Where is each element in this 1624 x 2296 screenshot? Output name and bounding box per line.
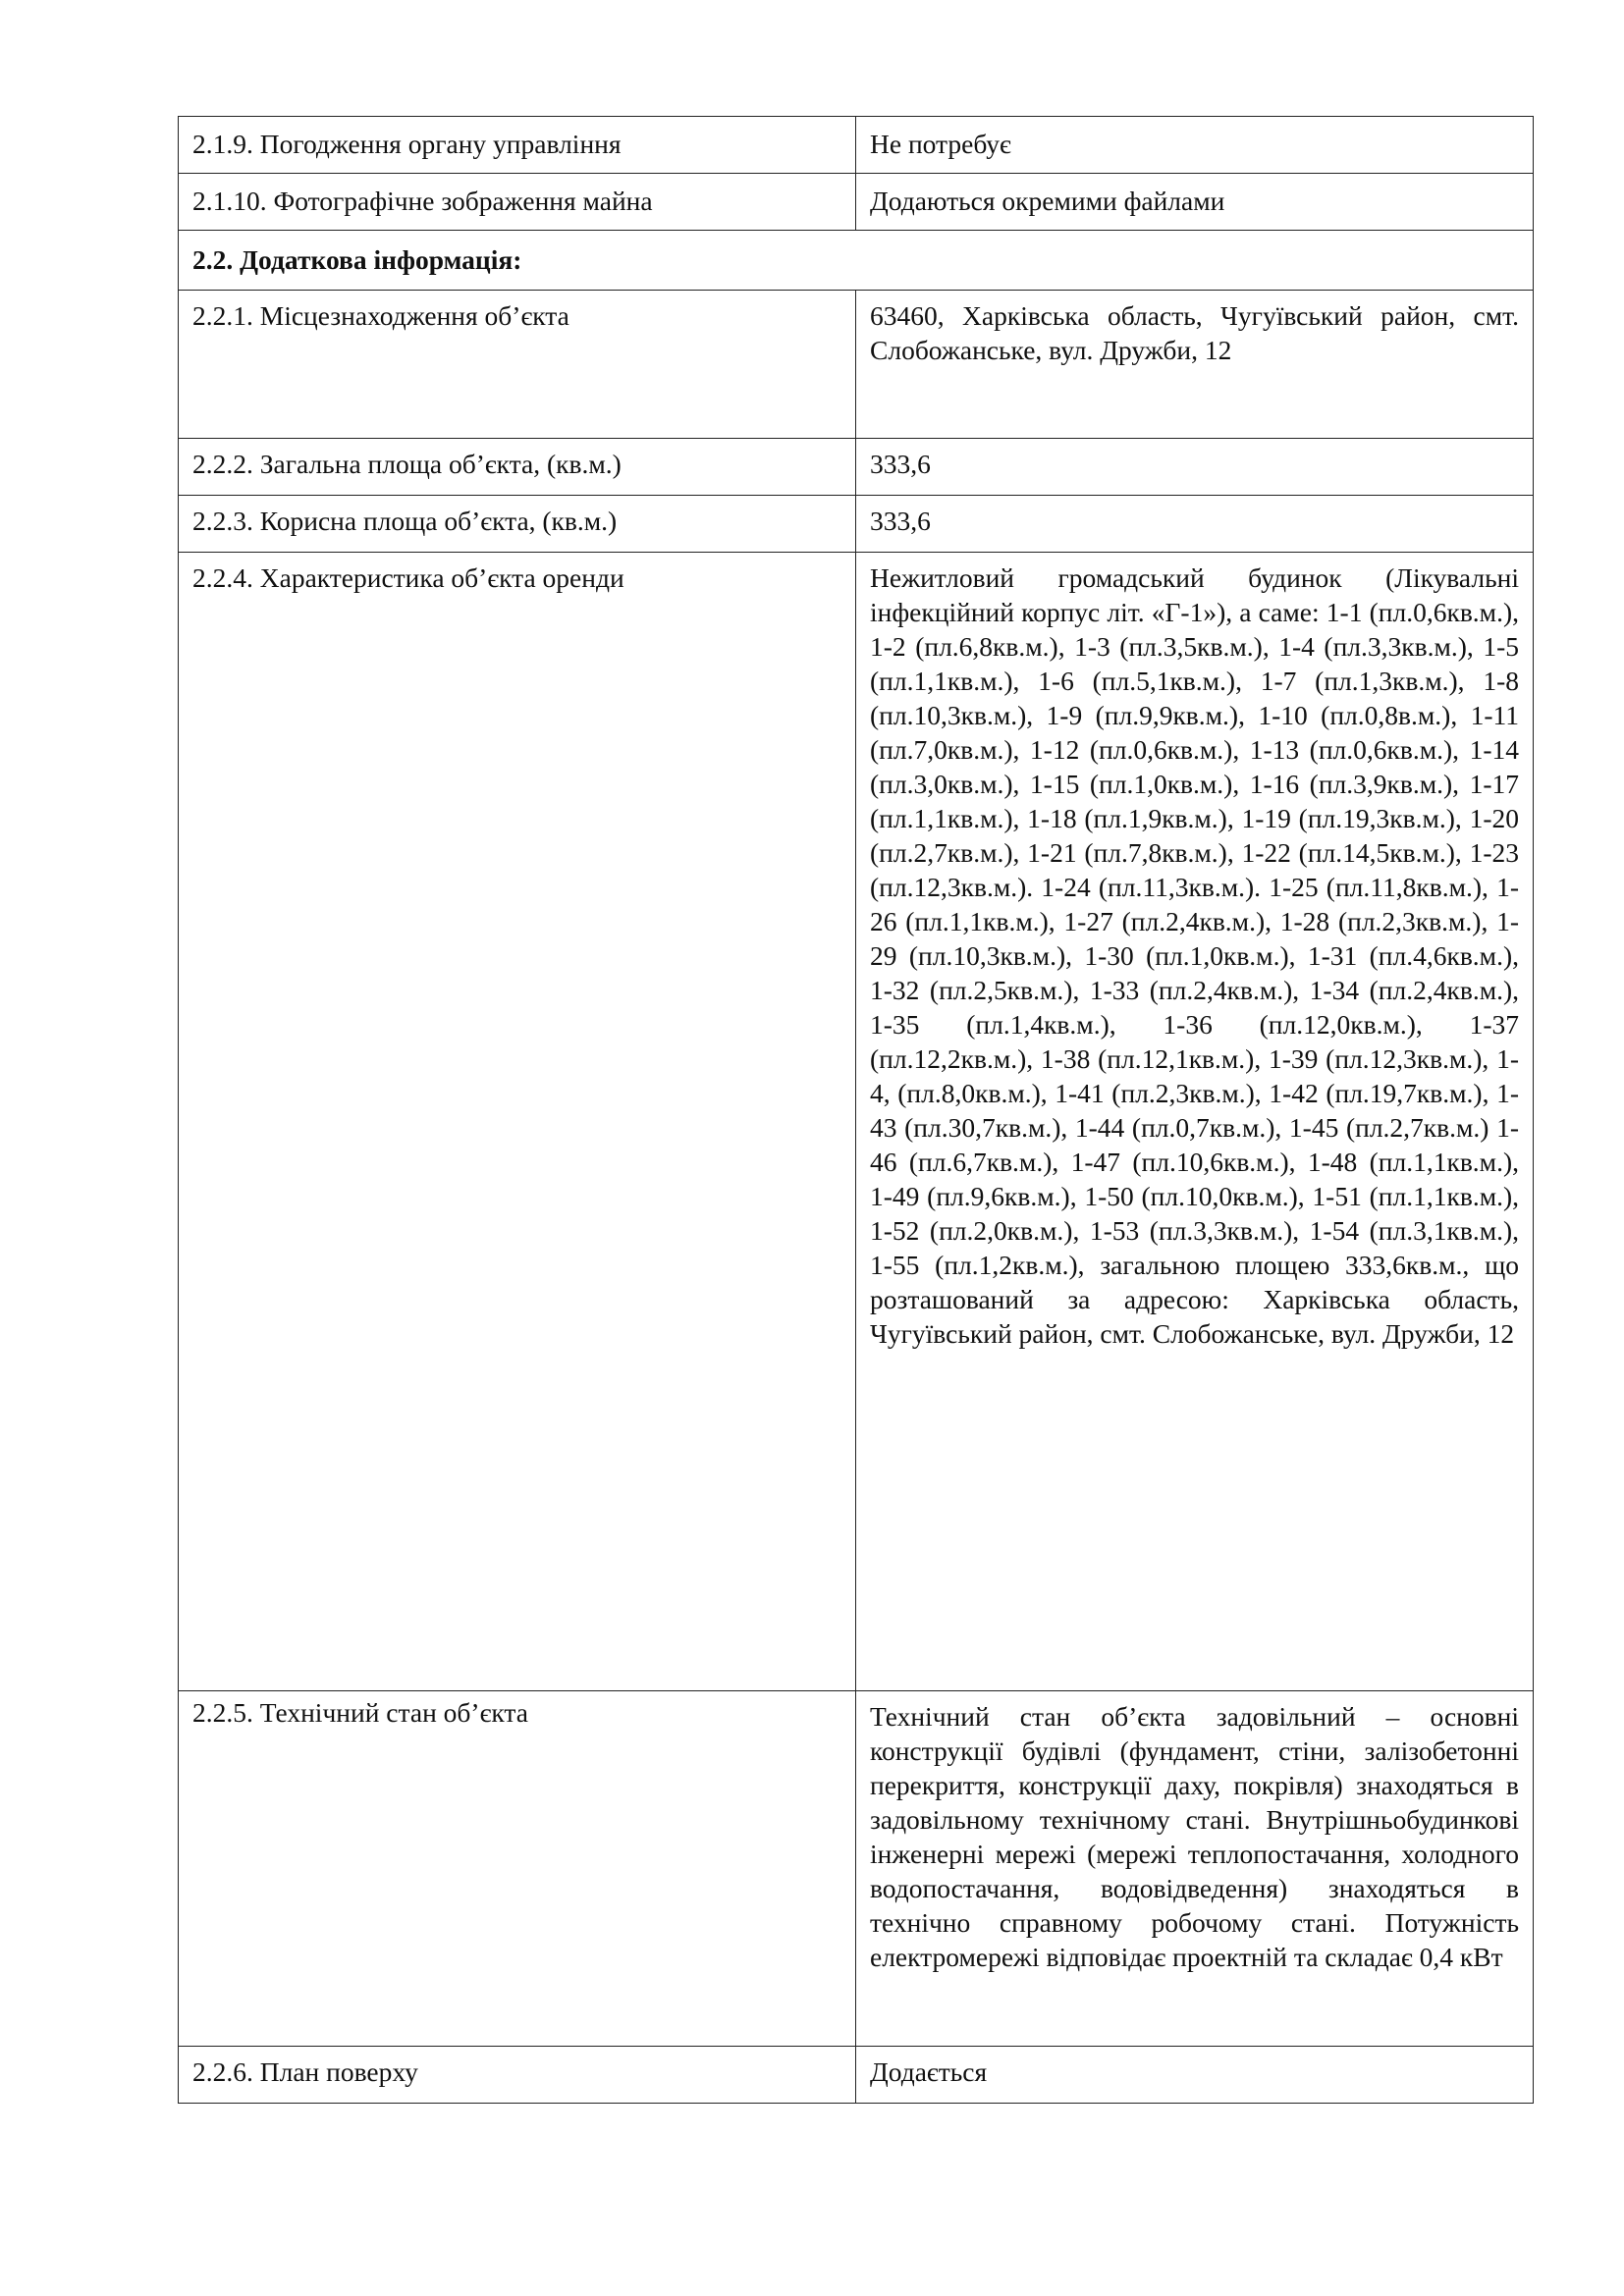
- row-label-location: 2.2.1. Місцезнаходження об’єкта: [179, 291, 856, 439]
- table-row: [179, 291, 1534, 439]
- table-row: [179, 553, 1534, 1691]
- row-value-approval: Не потребує: [856, 117, 1534, 174]
- row-value-total-area: 333,6: [856, 439, 1534, 496]
- table-row: [179, 2047, 1534, 2104]
- row-label-floor-plan: 2.2.6. План поверху: [179, 2047, 856, 2104]
- table-row: [179, 439, 1534, 496]
- section-header: 2.2. Додаткова інформація:: [179, 231, 1534, 291]
- table-row: [179, 174, 1534, 231]
- row-value-technical-state: Технічний стан об’єкта задовільний – основні конструкції будівлі (фундамент, стіни, залізобетонні перекриття, конструкції даху, покрівля) знаходяться в задовільному технічному стані. Внутрішньобудинкові інженерні мережі (мережі теплопостачання, холодного водопостачання, водовідведення) знаходяться в технічно справному робочому стані. Потужність електромережі відповідає проектній та складає 0,4 кВт: [856, 1691, 1534, 2047]
- property-info-table: [178, 116, 1534, 2104]
- table-row: [179, 1691, 1534, 2047]
- row-value-floor-plan: Додається: [856, 2047, 1534, 2104]
- row-value-location: 63460, Харківська область, Чугуївський район, смт. Слобожанське, вул. Дружби, 12: [856, 291, 1534, 439]
- row-value-characteristics: Нежитловий громадський будинок (Лікувальні інфекційний корпус літ. «Г-1»), а саме: 1-1 (пл.0,6кв.м.), 1-2 (пл.6,8кв.м.), 1-3 (пл.3,5кв.м.), 1-4 (пл.3,3кв.м.), 1-5 (пл.1,1кв.м.), 1-6 (пл.5,1кв.м.), 1-7 (пл.1,3кв.м.), 1-8 (пл.10,3кв.м.), 1-9 (пл.9,9кв.м.), 1-10 (пл.0,8в.м.), 1-11 (пл.7,0кв.м.), 1-12 (пл.0,6кв.м.), 1-13 (пл.0,6кв.м.), 1-14 (пл.3,0кв.м.), 1-15 (пл.1,0кв.м.), 1-16 (пл.3,9кв.м.), 1-17 (пл.1,1кв.м.), 1-18 (пл.1,9кв.м.), 1-19 (пл.19,3кв.м.), 1-20 (пл.2,7кв.м.), 1-21 (пл.7,8кв.м.), 1-22 (пл.14,5кв.м.), 1-23 (пл.12,3кв.м.). 1-24 (пл.11,3кв.м.). 1-25 (пл.11,8кв.м.), 1-26 (пл.1,1кв.м.), 1-27 (пл.2,4кв.м.), 1-28 (пл.2,3кв.м.), 1-29 (пл.10,3кв.м.), 1-30 (пл.1,0кв.м.), 1-31 (пл.4,6кв.м.), 1-32 (пл.2,5кв.м.), 1-33 (пл.2,4кв.м.), 1-34 (пл.2,4кв.м.), 1-35 (пл.1,4кв.м.), 1-36 (пл.12,0кв.м.), 1-37 (пл.12,2кв.м.), 1-38 (пл.12,1кв.м.), 1-39 (пл.12,3кв.м.), 1-4, (пл.8,0кв.м.), 1-41 (пл.2,3кв.м.), 1-42 (пл.19,7кв.м.), 1-43 (пл.30,7кв.м.), 1-44 (пл.0,7кв.м.), 1-45 (пл.2,7кв.м.) 1-46 (пл.6,7кв.м.), 1-47 (пл.10,6кв.м.), 1-48 (пл.1,1кв.м.), 1-49 (пл.9,6кв.м.), 1-50 (пл.10,0кв.м.), 1-51 (пл.1,1кв.м.), 1-52 (пл.2,0кв.м.), 1-53 (пл.3,3кв.м.), 1-54 (пл.3,1кв.м.), 1-55 (пл.1,2кв.м.), загальною площею 333,6кв.м., що розташований за адресою: Харківська область, Чугуївський район, смт. Слобожанське, вул. Дружби, 12: [856, 553, 1534, 1691]
- table-row: [179, 496, 1534, 553]
- row-label-approval: 2.1.9. Погодження органу управління: [179, 117, 856, 174]
- row-label-total-area: 2.2.2. Загальна площа об’єкта, (кв.м.): [179, 439, 856, 496]
- row-value-photo: Додаються окремими файлами: [856, 174, 1534, 231]
- row-label-characteristics: 2.2.4. Характеристика об’єкта оренди: [179, 553, 856, 1691]
- row-label-technical-state: 2.2.5. Технічний стан об’єкта: [179, 1691, 856, 2047]
- table-row: [179, 117, 1534, 174]
- row-label-useful-area: 2.2.3. Корисна площа об’єкта, (кв.м.): [179, 496, 856, 553]
- row-value-useful-area: 333,6: [856, 496, 1534, 553]
- row-label-photo: 2.1.10. Фотографічне зображення майна: [179, 174, 856, 231]
- section-header-row: [179, 231, 1534, 291]
